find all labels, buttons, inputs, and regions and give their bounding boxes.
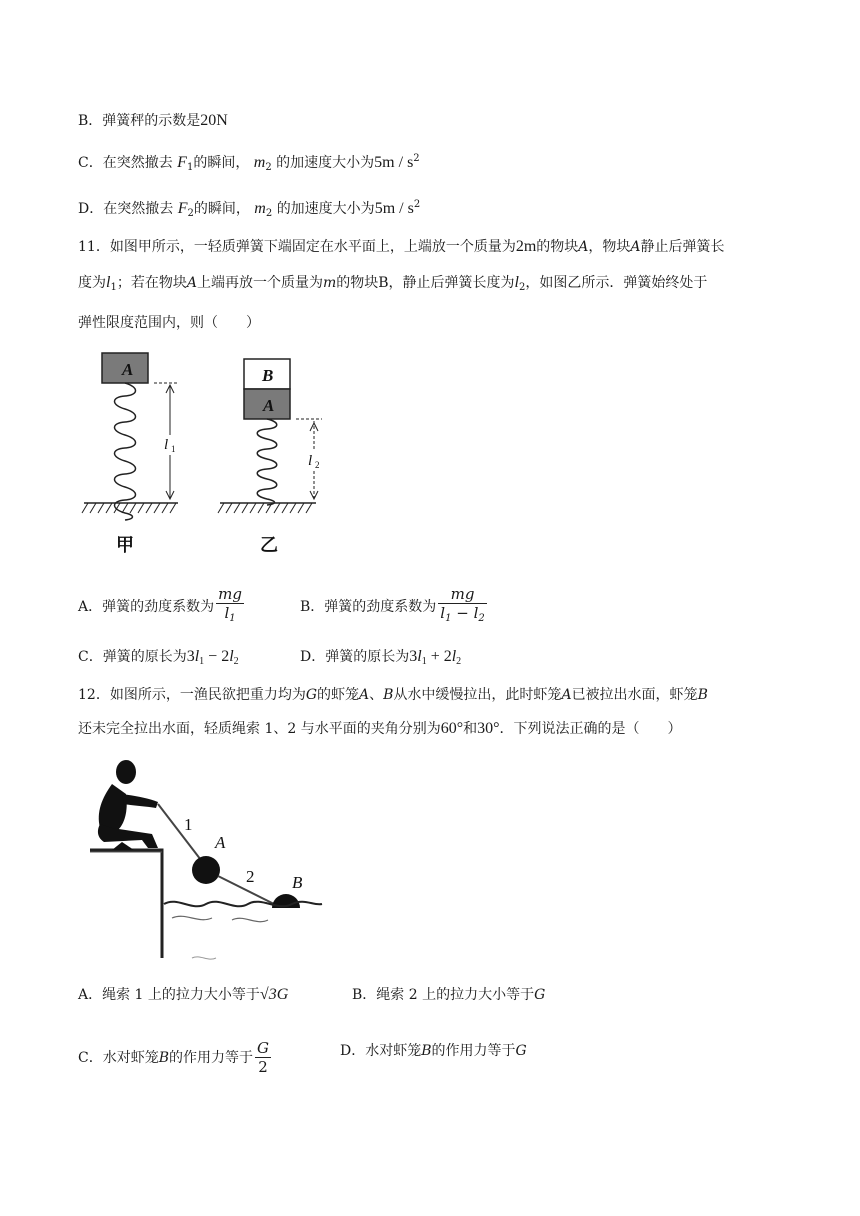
cage-b-label: B xyxy=(421,1043,432,1059)
block-a-label: A xyxy=(186,275,197,291)
q12-option-c xyxy=(78,1040,273,1076)
fraction-denominator: 2 xyxy=(258,1058,268,1076)
label-l1-sub: 1 xyxy=(171,444,176,454)
cage-a-label: A xyxy=(359,687,370,703)
spring-yi xyxy=(257,419,277,505)
q11-option-a-text: A．弹簧的劲度系数为 xyxy=(78,599,215,615)
force-f1: F xyxy=(177,154,187,171)
q11-option-b xyxy=(300,586,489,628)
ground-hatch-yi xyxy=(218,503,312,513)
q11-option-a xyxy=(78,586,246,628)
cage-a-fig-label: A xyxy=(215,833,226,852)
q12-option-d-text: D．水对虾笼 xyxy=(340,1043,422,1059)
fraction-mg-over-l1-minus-l2 xyxy=(438,586,486,628)
q11-option-b-text: B．弹簧的劲度系数为 xyxy=(300,599,437,615)
q12-option-b-text: B．绳索 2 上的拉力大小等于 xyxy=(352,987,535,1003)
q12-option-c-text2: 的作用力等于 xyxy=(169,1050,254,1066)
block-a-label: A xyxy=(630,239,641,255)
figure-label-yi: 乙 xyxy=(260,535,278,556)
block-a-label: A xyxy=(578,239,589,255)
q12-text: 和 xyxy=(463,721,478,737)
q11-text: 度为 xyxy=(78,275,106,291)
cage-a-label: A xyxy=(561,687,572,703)
q11-stem-line1 xyxy=(78,236,725,258)
q12-option-d xyxy=(340,1040,527,1062)
cage-b-fig-label: B xyxy=(292,873,303,892)
q10-option-b-text: B．弹簧秤的示数是 xyxy=(78,113,201,129)
block-b-label: B xyxy=(262,366,274,385)
figure-label-jia: 甲 xyxy=(116,535,134,556)
fraction-numerator: mg xyxy=(438,586,486,604)
q11-text: ，如图乙所示．弹簧始终处于 xyxy=(525,275,708,291)
force-f2: F xyxy=(177,200,188,217)
fraction-mg-over-l1 xyxy=(216,586,244,628)
q11-text: ，物块 xyxy=(588,239,631,255)
spring-figure xyxy=(78,345,338,560)
sqrt3-g: √3G xyxy=(259,986,289,1003)
length-l1: l xyxy=(224,604,230,622)
platform xyxy=(90,850,162,958)
q11-option-d xyxy=(300,646,461,673)
q10-option-c: C．在突然撤去 $F_1$的瞬间， $m_2$ 的加速度大小为$5m / s^2$ xyxy=(78,153,420,173)
q12-text: 的虾笼 xyxy=(317,687,360,703)
mass-2m: 2m xyxy=(515,238,537,255)
q10-option-c-text: C．在突然撤去 xyxy=(78,155,173,171)
q12-option-c-text: C．水对虾笼 xyxy=(78,1050,159,1066)
length-l2: l xyxy=(514,274,519,291)
q11-text: 上端再放一个质量为 xyxy=(196,275,323,291)
cage-b-label: B xyxy=(158,1050,170,1066)
fraction-denominator: $l_1 - l_2$ xyxy=(440,604,485,624)
q11-text: ；若在物块 xyxy=(116,275,187,291)
mass-m: m xyxy=(322,275,337,291)
fisherman-silhouette xyxy=(98,760,158,850)
cage-b-label: B xyxy=(697,687,708,703)
q12-stem-line1 xyxy=(78,684,708,706)
q12-text: ．下列说法正确的是（ ） xyxy=(499,721,682,737)
expr-3l1-plus-2l2: $3l_1 + 2l_2$ xyxy=(409,648,462,667)
length-l1: l xyxy=(106,274,111,291)
ground-hatch-jia xyxy=(82,503,176,513)
weight-g: G xyxy=(305,687,318,703)
q12-text: 已被拉出水面，虾笼 xyxy=(571,687,698,703)
block-a-label: A xyxy=(122,360,134,379)
q10-option-c-text2: 的瞬间， xyxy=(193,155,250,171)
weight-g: G xyxy=(515,1043,527,1059)
q12-text: 从水中缓慢拉出，此时虾笼 xyxy=(393,687,562,703)
q10-option-d-text: D．在突然撤去 xyxy=(78,201,174,217)
q10-option-d: D．在突然撤去 $F_2$的瞬间， $m_2$ 的加速度大小为$5m / s^2$ xyxy=(78,199,421,219)
q11-option-c xyxy=(78,646,239,673)
angle-60: 60° xyxy=(440,720,464,737)
mass-m2: m xyxy=(253,154,266,171)
label-l1: l xyxy=(164,437,169,453)
q10-option-c-text3: 的加速度大小为 xyxy=(276,155,375,171)
label-l2: l xyxy=(308,453,313,469)
q11-text: 11．如图甲所示，一轻质弹簧下端固定在水平面上，上端放一个质量为 xyxy=(78,239,516,255)
q12-option-b xyxy=(352,984,545,1006)
q11-option-d-text: D．弹簧的原长为 xyxy=(300,649,410,665)
q11-option-c-text: C．弹簧的原长为 xyxy=(78,649,187,665)
expr-3l1-minus-2l2: $3l_1 - 2l_2$ xyxy=(186,648,239,667)
q11-text: 弹性限度范围内，则（ ） xyxy=(78,315,260,331)
cage-a xyxy=(192,856,220,884)
q11-stem-line3 xyxy=(78,312,260,334)
mass-m2: m xyxy=(254,200,266,217)
rope-2-label: 2 xyxy=(246,867,255,886)
q12-text: 、 xyxy=(369,687,384,703)
q10-option-d-text2: 的瞬间， xyxy=(193,201,250,217)
fisherman-figure xyxy=(82,758,332,968)
weight-g: G xyxy=(534,987,546,1003)
q12-stem-line2 xyxy=(78,718,682,740)
block-a-label: A xyxy=(263,396,275,415)
acceleration-value: 5m / s xyxy=(374,200,414,217)
q10-option-d-text3: 的加速度大小为 xyxy=(276,201,375,217)
angle-30: 30° xyxy=(477,720,500,737)
rope-1 xyxy=(158,804,204,864)
fraction-numerator: G xyxy=(257,1039,269,1057)
fraction-denominator: $l_1$ xyxy=(224,604,236,624)
rope-1-label: 1 xyxy=(184,815,193,834)
fraction-g-over-2 xyxy=(255,1040,271,1076)
q12-option-a-text: A．绳索 1 上的拉力大小等于 xyxy=(78,987,260,1003)
q10-option-b xyxy=(78,110,228,132)
q11-text: 的物块B，静止后弹簧长度为 xyxy=(336,275,515,291)
q11-text: 静止后弹簧长 xyxy=(640,239,725,255)
q10-option-b-value: 20N xyxy=(200,112,228,129)
cage-b-label: B xyxy=(383,687,394,703)
q12-text: 12．如图所示，一渔民欲把重力均为 xyxy=(78,687,306,703)
fraction-numerator: mg xyxy=(218,585,242,603)
q12-option-a xyxy=(78,984,288,1006)
spring-jia xyxy=(115,383,136,520)
q12-option-d-text2: 的作用力等于 xyxy=(431,1043,516,1059)
label-l2-sub: 2 xyxy=(315,460,320,470)
q11-stem-line2: 度为$l_1$；若在物块A上端再放一个质量为m的物块B，静止后弹簧长度为$l_2$，如图乙所示．弹簧始终处于 xyxy=(78,274,708,293)
q11-text: 的物块 xyxy=(536,239,579,255)
acceleration-value: 5m / s xyxy=(374,154,414,171)
q12-text: 还未完全拉出水面，轻质绳索 1、2 与水平面的夹角分别为 xyxy=(78,721,441,737)
